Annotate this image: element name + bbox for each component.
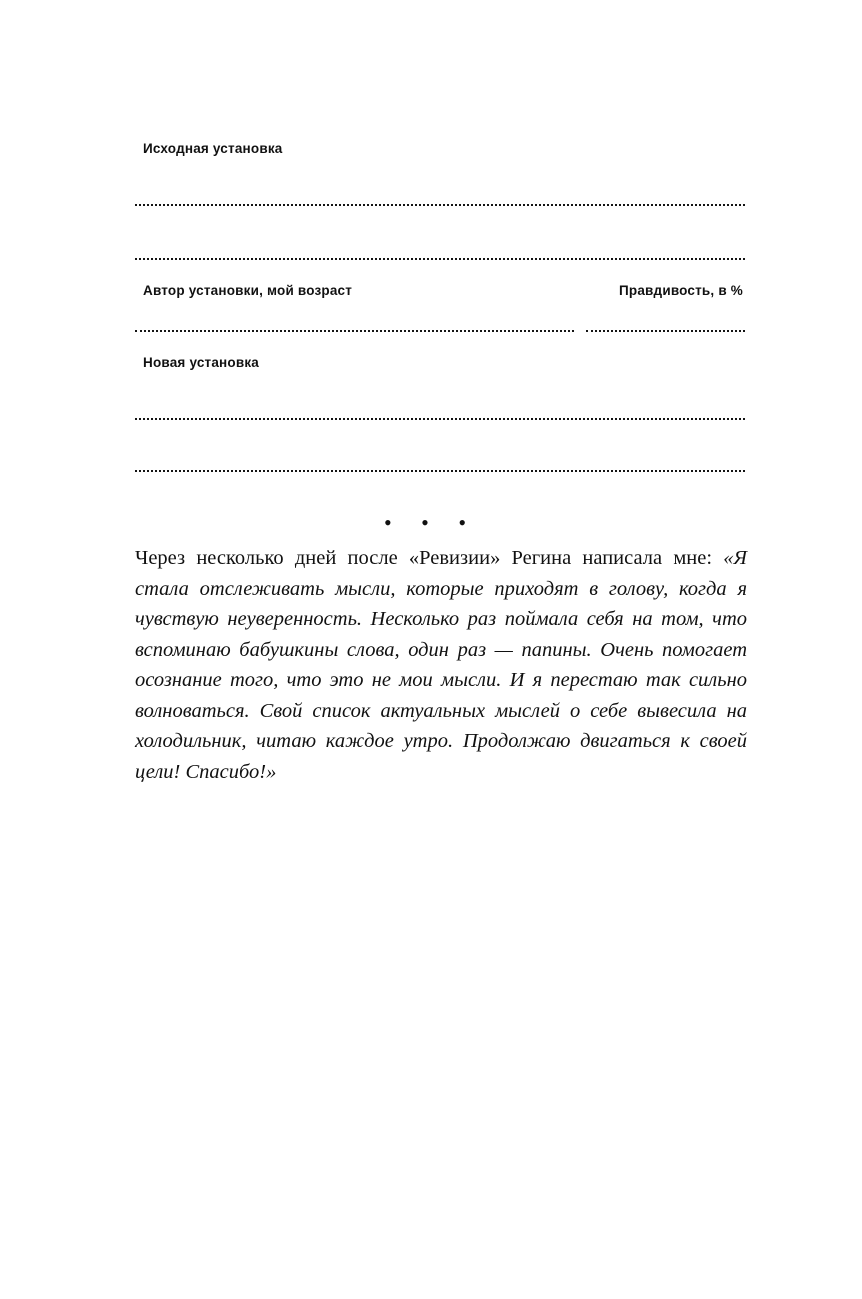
fill-line-6[interactable] (135, 470, 745, 472)
body-lead-sentence: Через несколько дней после «Ревизии» Регина написала мне: (135, 547, 713, 569)
section-separator: • • • (383, 510, 479, 535)
row-author-truth (135, 282, 745, 300)
label-initial-belief: Исходная установка (143, 141, 283, 156)
label-truthfulness-percent: Правдивость, в % (619, 283, 743, 298)
body-quote: «Я стала отслеживать мысли, которые приходят в голову, когда я чувствую неуверенность. Несколько раз поймала себя на том, что вспоминаю бабушкины слова, один раз — папины. Очень помогает осознание того, что это не мои мысли. И я перестаю так сильно волноваться. Свой список актуальных мыслей о себе вывесила на холодильник, читаю каждое утро. Продолжаю двигаться к своей цели! Спасибо!» (135, 547, 748, 783)
body-paragraph (135, 543, 747, 787)
worksheet-form (135, 140, 745, 472)
fill-line-3[interactable] (135, 330, 574, 332)
label-belief-author-age: Автор установки, мой возраст (143, 283, 353, 298)
fill-line-4[interactable] (586, 330, 745, 332)
label-new-belief: Новая установка (143, 355, 260, 370)
row-fill-lines-split (135, 330, 745, 332)
